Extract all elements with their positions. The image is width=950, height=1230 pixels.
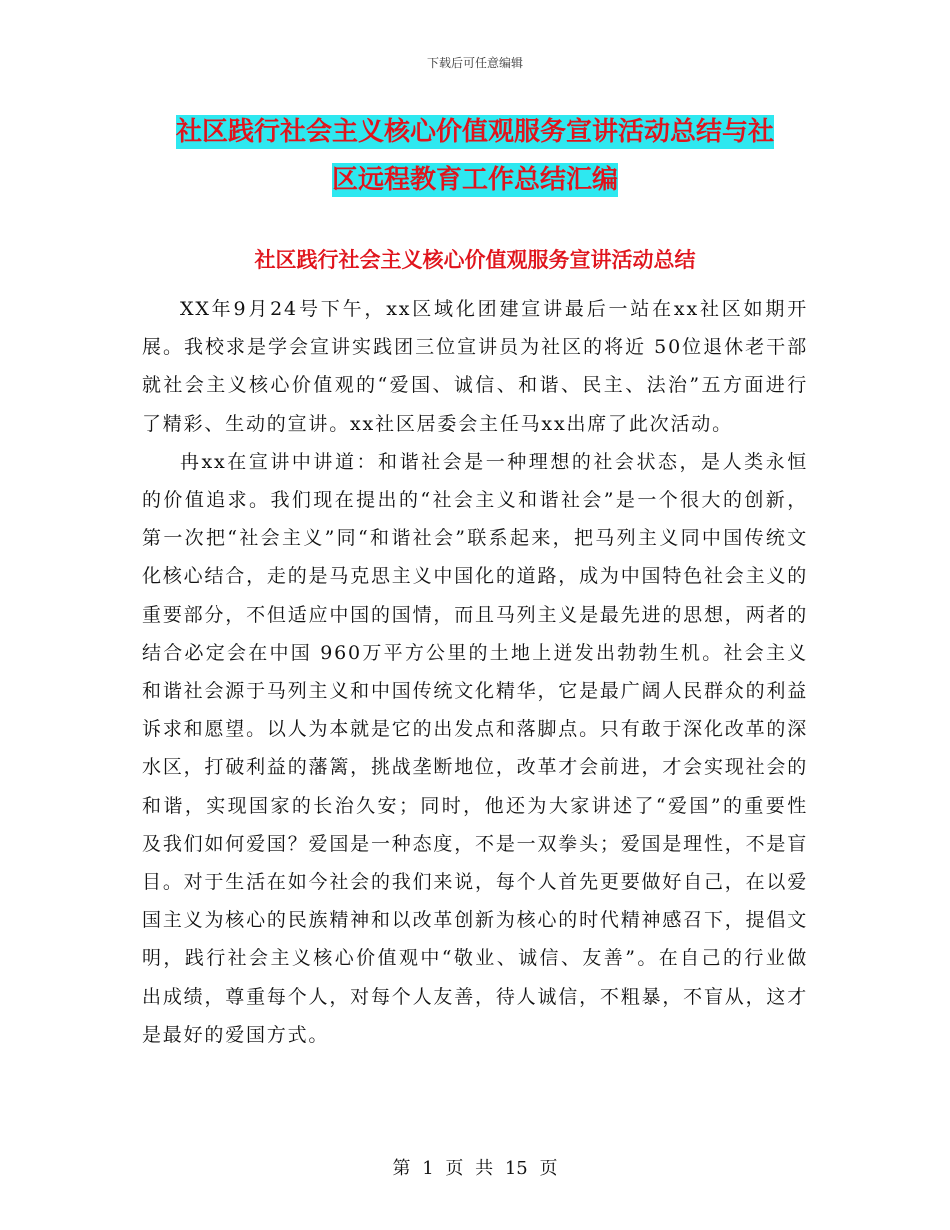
document-title-line-1: 社区践行社会主义核心价值观服务宣讲活动总结与社 <box>175 117 774 147</box>
paragraph-2: 冉xx在宣讲中讲道：和谐社会是一种理想的社会状态，是人类永恒的价值追求。我们现在提出的“社会主义和谐社会”是一个很大的创新，第一次把“社会主义”同“和谐社会”联系起来，把马列主义同中国传统文化核心结合，走的是马克思主义中国化的道路，成为中国特色社会主义的重要部分，不但适应中国的国情，而且马列主义是最先进的思想，两者的结合必定会在中国 960万平方公里的土地上迸发出勃勃生机。社会主义和谐社会源于马列主义和中国传统文化精华，它是最广阔人民群众的利益诉求和愿望。以人为本就是它的出发点和落脚点。只有敢于深化改革的深水区，打破利益的藩篱，挑战垄断地位，改革才会前进，才会实现社会的和谐，实现国家的长治久安；同时，他还为大家讲述了“爱国”的重要性及我们如何爱国？爱国是一种态度，不是一双拳头；爱国是理性，不是盲目。对于生活在如今社会的我们来说，每个人首先更要做好自己，在以爱国主义为核心的民族精神和以改革创新为核心的时代精神感召下，提倡文明，践行社会主义核心价值观中“敬业、诚信、友善”。在自己的行业做出成绩，尊重每个人，对每个人友善，待人诚信，不粗暴，不盲从，这才是最好的爱国方式。 <box>142 450 808 1046</box>
paragraph-1: XX年9月24号下午，xx区域化团建宣讲最后一站在xx社区如期开展。我校求是学会宣讲实践团三位宣讲员为社区的将近 50位退休老干部就社会主义核心价值观的“爱国、诚信、和谐、民主、法治”五方面进行了精彩、生动的宣讲。xx社区居委会主任马xx出席了此次活动。 <box>142 298 808 435</box>
page-footer: 第 1 页 共 15 页 <box>392 1158 558 1179</box>
document-title <box>140 108 810 204</box>
document-title-line-2: 区远程教育工作总结汇编 <box>331 165 618 195</box>
header-note: 下载后可任意编辑 <box>426 56 523 70</box>
section-title: 社区践行社会主义核心价值观服务宣讲活动总结 <box>254 248 696 272</box>
body-text <box>142 290 808 1054</box>
